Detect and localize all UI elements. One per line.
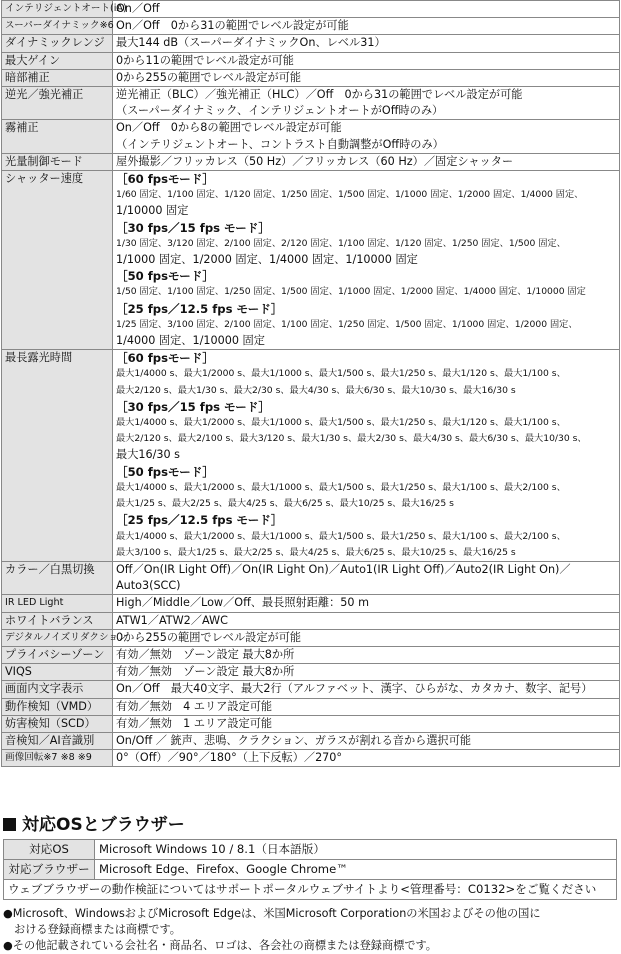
spec-value-line: On／Off <box>116 2 160 15</box>
spec-key: カラー／白黒切換 <box>2 561 113 594</box>
spec-value-line: 最大3/100 s、最大1/25 s、最大2/25 s、最大4/25 s、最大6/25 s、最大10/25 s、最大16/25 s <box>116 546 516 558</box>
spec-row <box>2 171 620 350</box>
spec-value-line: 最大1/25 s、最大2/25 s、最大4/25 s、最大6/25 s、最大10/25 s、最大16/25 s <box>116 498 454 510</box>
spec-row <box>2 52 620 69</box>
spec-row <box>2 69 620 86</box>
spec-row <box>2 35 620 52</box>
spec-row <box>2 681 620 698</box>
spec-value-line: 最大2/120 s、最大2/100 s、最大3/120 s、最大1/30 s、最大2/30 s、最大4/30 s、最大6/30 s、最大10/30 s、 <box>116 433 587 445</box>
spec-value <box>113 612 620 629</box>
spec-value <box>113 664 620 681</box>
footnote-line: ●Microsoft、WindowsおよびMicrosoft Edgeは、米国Microsoft Corporationの米国およびその他の国に <box>3 907 541 920</box>
spec-key: VIQS <box>2 664 113 681</box>
spec-key: 動作検知（VMD） <box>2 698 113 715</box>
spec-value-line: 最大144 dB（スーパーダイナミックOn、レベル31） <box>116 36 386 50</box>
mode-heading: ［60 fpsモード］ <box>116 351 214 366</box>
spec-value-line: 0から255の範囲でレベル設定が可能 <box>116 630 302 644</box>
spec-value-line: 最大16/30 s <box>116 448 181 462</box>
spec-key: ダイナミックレンジ <box>2 35 113 52</box>
spec-value <box>113 629 620 646</box>
spec-value <box>113 561 620 594</box>
spec-value <box>113 646 620 663</box>
spec-value-line: （インテリジェントオート、コントラスト自動調整がOff時のみ） <box>116 137 444 151</box>
spec-key: 逆光／強光補正 <box>2 87 113 120</box>
spec-key: プライバシーゾーン <box>2 646 113 663</box>
os-value: Microsoft Windows 10 / 8.1（日本語版） <box>95 840 617 860</box>
spec-row <box>2 732 620 749</box>
note-row <box>4 880 617 900</box>
spec-value <box>113 120 620 153</box>
spec-row <box>2 698 620 715</box>
spec-value-line: 1/1000 固定、1/2000 固定、1/4000 固定、1/10000 固定 <box>116 253 418 267</box>
square-bullet-icon <box>3 818 16 831</box>
browser-note: ウェブブラウザーの動作検証についてはサポートポータルウェブサイトより<管理番号：C0132>をご覧ください <box>4 880 617 900</box>
spec-row <box>2 646 620 663</box>
spec-value-line: 逆光補正（BLC）／強光補正（HLC）／Off 0から31の範囲でレベル設定が可能 <box>116 88 523 102</box>
spec-value-line: 1/25 固定、3/100 固定、2/100 固定、1/100 固定、1/250 固定、1/500 固定、1/1000 固定、1/2000 固定、 <box>116 318 578 330</box>
os-label: 対応OS <box>4 840 95 860</box>
spec-row <box>2 750 620 767</box>
spec-value <box>113 350 620 562</box>
spec-value-line: 有効／無効 ゾーン設定 最大8か所 <box>116 647 295 661</box>
spec-key: 妨害検知（SCD） <box>2 715 113 732</box>
spec-row <box>2 18 620 35</box>
spec-value <box>113 698 620 715</box>
spec-value-line: 1/30 固定、3/120 固定、2/100 固定、2/120 固定、1/100 固定、1/120 固定、1/250 固定、1/500 固定、 <box>116 237 566 249</box>
spec-key: シャッター速度 <box>2 171 113 350</box>
mode-heading: ［60 fpsモード］ <box>116 172 214 187</box>
spec-value-line: On／Off 0から31の範囲でレベル設定が可能 <box>116 19 349 33</box>
spec-value-line: 屋外撮影／フリッカレス（50 Hz）／フリッカレス（60 Hz）／固定シャッター <box>116 154 514 168</box>
spec-value-line: 有効／無効 4 エリア設定可能 <box>116 699 273 713</box>
spec-value-line: 最大1/4000 s、最大1/2000 s、最大1/1000 s、最大1/500 s、最大1/250 s、最大1/120 s、最大1/100 s、 <box>116 368 566 380</box>
footnotes <box>3 906 617 954</box>
mode-heading: ［50 fpsモード］ <box>116 269 214 284</box>
spec-value-line: 最大1/4000 s、最大1/2000 s、最大1/1000 s、最大1/500 s、最大1/250 s、最大1/100 s、最大2/100 s、 <box>116 481 566 493</box>
spec-value-line: 最大1/4000 s、最大1/2000 s、最大1/1000 s、最大1/500 s、最大1/250 s、最大1/100 s、最大2/100 s、 <box>116 530 566 542</box>
spec-row <box>2 612 620 629</box>
mode-heading: ［25 fps／12.5 fps モード］ <box>116 301 283 316</box>
mode-heading: ［30 fps／15 fps モード］ <box>116 220 270 235</box>
footnote-line: おける登録商標または商標です。 <box>14 923 181 936</box>
mode-heading: ［25 fps／12.5 fps モード］ <box>116 513 283 528</box>
mode-heading: ［50 fpsモード］ <box>116 464 214 479</box>
spec-value-line: 0°（Off）／90°／180°（上下反転）／270° <box>116 751 343 765</box>
spec-value <box>113 171 620 350</box>
spec-value <box>113 35 620 52</box>
spec-key: インテリジェントオート(iA) <box>2 1 113 18</box>
spec-value-line: On／Off 0から8の範囲でレベル設定が可能 <box>116 121 342 135</box>
spec-value-line: 0から255の範囲でレベル設定が可能 <box>116 70 302 84</box>
spec-row <box>2 561 620 594</box>
spec-key: 音検知／AI音識別 <box>2 732 113 749</box>
spec-value-line: 1/10000 固定 <box>116 204 189 218</box>
spec-key: 最長露光時間 <box>2 350 113 562</box>
spec-value-line: 1/60 固定、1/100 固定、1/120 固定、1/250 固定、1/500 固定、1/1000 固定、1/2000 固定、1/4000 固定、 <box>116 189 584 201</box>
spec-value-line: （スーパーダイナミック、インテリジェントオートがOff時のみ） <box>116 104 444 118</box>
spec-key: 暗部補正 <box>2 69 113 86</box>
section-title-text: 対応OSとブラウザー <box>22 815 185 835</box>
spec-value <box>113 732 620 749</box>
spec-table <box>1 0 620 767</box>
spec-value <box>113 681 620 698</box>
spec-value-line: 0から11の範囲でレベル設定が可能 <box>116 53 294 67</box>
spec-row <box>2 629 620 646</box>
os-row <box>4 840 617 860</box>
spec-row <box>2 1 620 18</box>
spec-row <box>2 715 620 732</box>
spec-value <box>113 715 620 732</box>
spec-value-line: On/Off ／ 銃声、悲鳴、クラクション、ガラスが割れる音から選択可能 <box>116 733 472 747</box>
spec-key: 最大ゲイン <box>2 52 113 69</box>
spec-value-line: On／Off 最大40文字、最大2行（アルファベット、漢字、ひらがな、カタカナ、数字、記号） <box>116 682 593 696</box>
spec-key: IR LED Light <box>2 595 113 612</box>
spec-value-line: 有効／無効 ゾーン設定 最大8か所 <box>116 665 295 679</box>
spec-value <box>113 1 620 18</box>
footnote-line: ●その他記載されている会社名・商品名、ロゴは、各会社の商標または登録商標です。 <box>3 939 437 952</box>
spec-value-line: 1/50 固定、1/100 固定、1/250 固定、1/500 固定、1/1000 固定、1/2000 固定、1/4000 固定、1/10000 固定 <box>116 286 586 298</box>
browser-label: 対応ブラウザー <box>4 860 95 880</box>
spec-row <box>2 87 620 120</box>
spec-value <box>113 18 620 35</box>
spec-value-line: Off／On(IR Light Off)／On(IR Light On)／Auto1(IR Light Off)／Auto2(IR Light On)／Auto3(SCC) <box>116 562 571 593</box>
spec-key: 霧補正 <box>2 120 113 153</box>
spec-key: 画像回転※7 ※8 ※9 <box>2 750 113 767</box>
spec-key: 画面内文字表示 <box>2 681 113 698</box>
mode-heading: ［30 fps／15 fps モード］ <box>116 399 270 414</box>
spec-row <box>2 153 620 170</box>
spec-row <box>2 595 620 612</box>
spec-value-line: 1/4000 固定、1/10000 固定 <box>116 334 265 348</box>
spec-value-line: High／Middle／Low／Off、最長照射距離：50 m <box>116 596 369 610</box>
spec-value <box>113 750 620 767</box>
spec-row <box>2 120 620 153</box>
spec-value <box>113 69 620 86</box>
spec-key: デジタルノイズリダクション <box>2 629 113 646</box>
spec-value <box>113 87 620 120</box>
browser-row <box>4 860 617 880</box>
spec-value <box>113 52 620 69</box>
spec-key: 光量制御モード <box>2 153 113 170</box>
section-title <box>3 814 185 836</box>
browser-value: Microsoft Edge、Firefox、Google Chrome™ <box>95 860 617 880</box>
spec-row <box>2 350 620 562</box>
spec-value-line: 最大1/4000 s、最大1/2000 s、最大1/1000 s、最大1/500 s、最大1/250 s、最大1/120 s、最大1/100 s、 <box>116 417 566 429</box>
spec-value-line: 最大2/120 s、最大1/30 s、最大2/30 s、最大4/30 s、最大6/30 s、最大10/30 s、最大16/30 s <box>116 384 516 396</box>
spec-value-line: ATW1／ATW2／AWC <box>116 613 228 627</box>
spec-key: ホワイトバランス <box>2 612 113 629</box>
spec-key: スーパーダイナミック※6 <box>2 18 113 35</box>
spec-value <box>113 153 620 170</box>
spec-row <box>2 664 620 681</box>
os-browser-table <box>3 839 617 900</box>
spec-value <box>113 595 620 612</box>
spec-value-line: 有効／無効 1 エリア設定可能 <box>116 716 273 730</box>
